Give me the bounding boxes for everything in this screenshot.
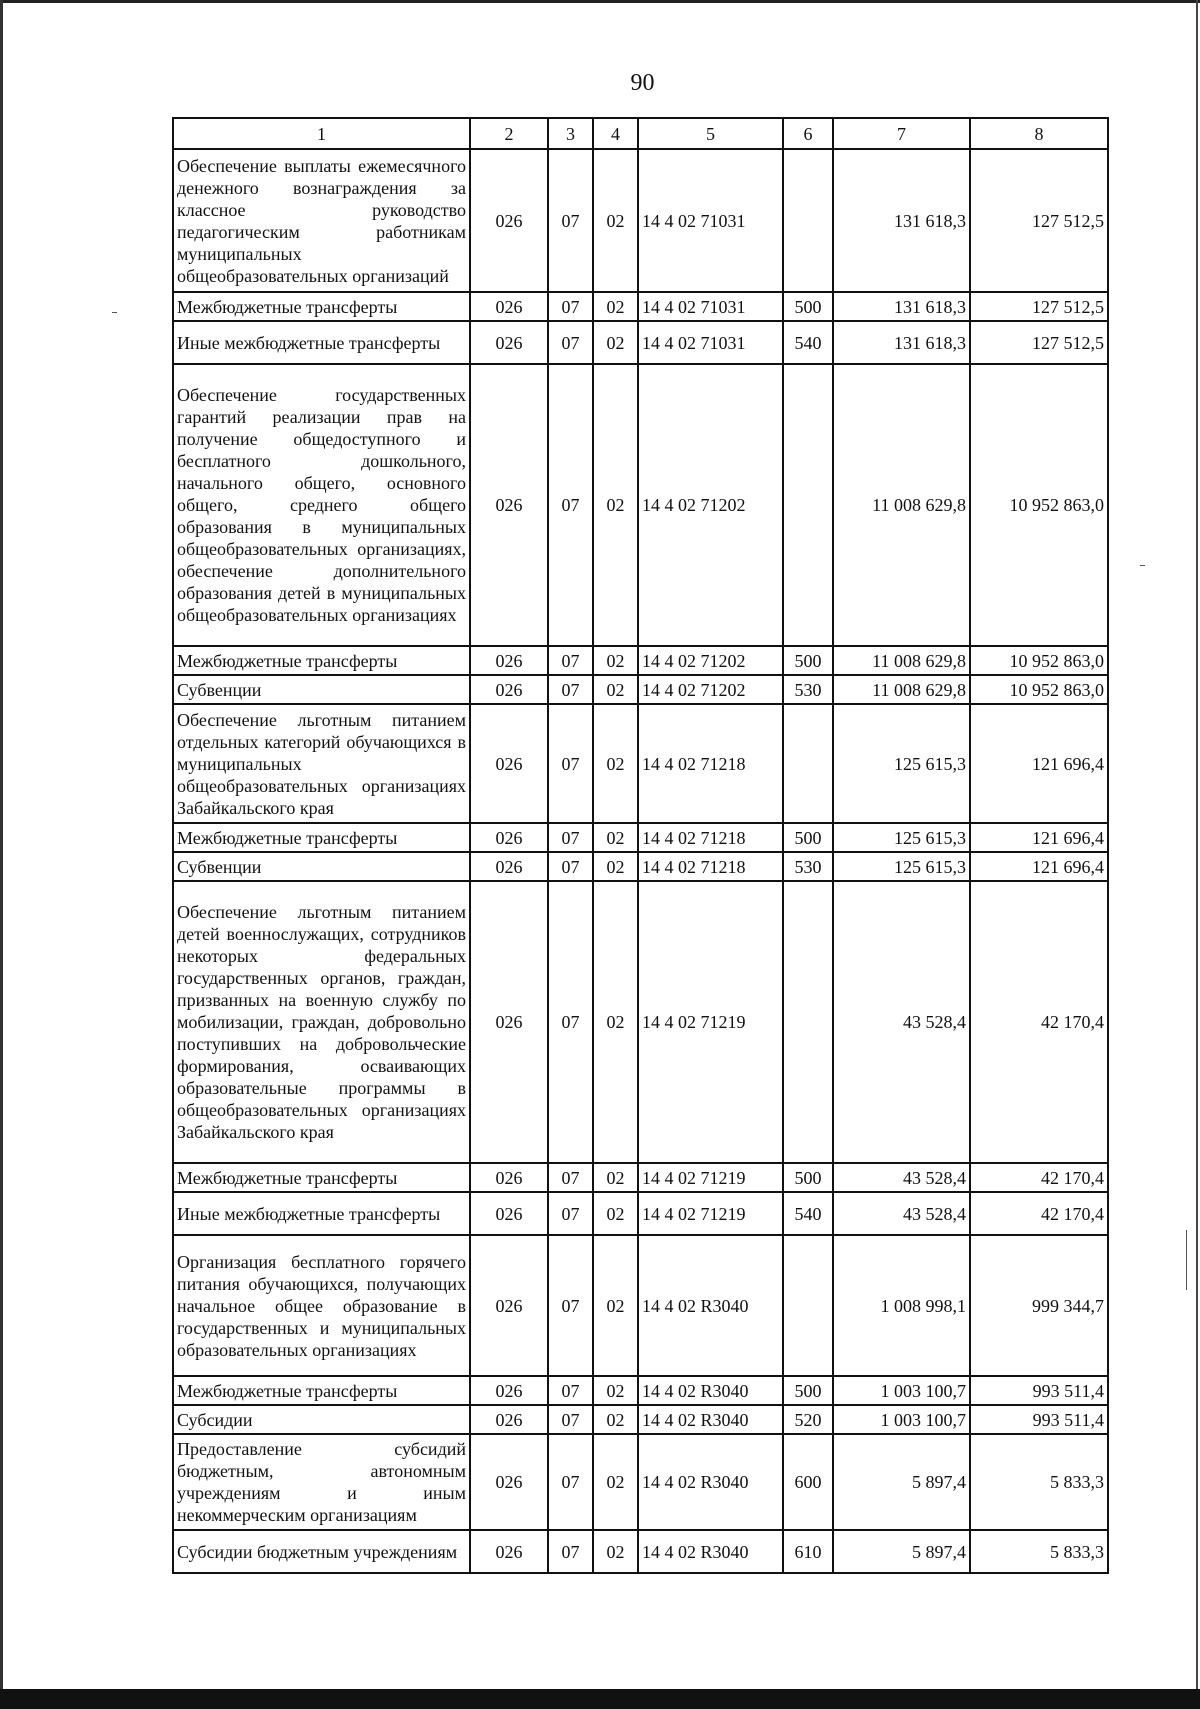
cell-section: 07 — [548, 1405, 593, 1434]
table-row — [173, 1235, 1108, 1376]
cell-target-article: 14 4 02 R3040 — [638, 1530, 783, 1573]
cell-amount-year2: 42 170,4 — [970, 1192, 1108, 1235]
table-row — [173, 646, 1108, 675]
cell-amount-year1: 125 615,3 — [833, 852, 970, 881]
cell-section: 07 — [548, 1376, 593, 1405]
row-name: Обеспечение льготным питанием детей военнослужащих, сотрудников некоторых федеральных государственных органов, граждан, призванных на военную службу по мобилизации, граждан, добровольно поступивших на добровольческие формирования, осваивающих образовательные программы в общеобразовательных организациях Забайкальского края — [173, 881, 470, 1163]
table-row — [173, 321, 1108, 364]
cell-target-article: 14 4 02 71202 — [638, 675, 783, 704]
table-row — [173, 1405, 1108, 1434]
row-name: Обеспечение льготным питанием отдельных категорий обучающихся в муниципальных общеобразовательных организациях Забайкальского края — [173, 704, 470, 823]
cell-amount-year2: 127 512,5 — [970, 321, 1108, 364]
cell-expense-type: 530 — [783, 852, 833, 881]
cell-section: 07 — [548, 321, 593, 364]
row-name: Субвенции — [173, 675, 470, 704]
cell-amount-year2: 127 512,5 — [970, 292, 1108, 321]
row-name: Субвенции — [173, 852, 470, 881]
cell-target-article: 14 4 02 71202 — [638, 364, 783, 646]
cell-subsection: 02 — [593, 1235, 638, 1376]
cell-amount-year2: 121 696,4 — [970, 704, 1108, 823]
page-edge-top — [0, 0, 1200, 3]
cell-amount-year1: 125 615,3 — [833, 823, 970, 852]
cell-section: 07 — [548, 149, 593, 292]
cell-code-026: 026 — [470, 1405, 548, 1434]
cell-target-article: 14 4 02 71031 — [638, 292, 783, 321]
cell-subsection: 02 — [593, 704, 638, 823]
cell-section: 07 — [548, 881, 593, 1163]
column-header: 4 — [593, 118, 638, 149]
cell-expense-type: 600 — [783, 1434, 833, 1530]
column-header: 6 — [783, 118, 833, 149]
cell-section: 07 — [548, 1192, 593, 1235]
cell-expense-type: 500 — [783, 1163, 833, 1192]
cell-section: 07 — [548, 675, 593, 704]
cell-section: 07 — [548, 1434, 593, 1530]
cell-target-article: 14 4 02 R3040 — [638, 1405, 783, 1434]
cell-target-article: 14 4 02 71031 — [638, 321, 783, 364]
cell-code-026: 026 — [470, 823, 548, 852]
cell-amount-year2: 5 833,3 — [970, 1434, 1108, 1530]
cell-expense-type: 500 — [783, 646, 833, 675]
cell-code-026: 026 — [470, 1376, 548, 1405]
cell-subsection: 02 — [593, 1163, 638, 1192]
cell-amount-year1: 125 615,3 — [833, 704, 970, 823]
page-edge-bottom — [0, 1689, 1200, 1709]
row-name: Межбюджетные трансферты — [173, 1376, 470, 1405]
cell-section: 07 — [548, 1163, 593, 1192]
cell-target-article: 14 4 02 71219 — [638, 1163, 783, 1192]
cell-expense-type — [783, 1235, 833, 1376]
cell-subsection: 02 — [593, 646, 638, 675]
cell-code-026: 026 — [470, 881, 548, 1163]
table-row — [173, 852, 1108, 881]
cell-amount-year1: 43 528,4 — [833, 1163, 970, 1192]
cell-code-026: 026 — [470, 321, 548, 364]
cell-amount-year2: 993 511,4 — [970, 1376, 1108, 1405]
table-header-row — [173, 118, 1108, 149]
table-row — [173, 364, 1108, 646]
column-header: 3 — [548, 118, 593, 149]
row-name: Субсидии — [173, 1405, 470, 1434]
cell-expense-type — [783, 704, 833, 823]
cell-subsection: 02 — [593, 881, 638, 1163]
cell-subsection: 02 — [593, 1405, 638, 1434]
cell-amount-year1: 5 897,4 — [833, 1434, 970, 1530]
cell-expense-type — [783, 149, 833, 292]
cell-target-article: 14 4 02 71202 — [638, 646, 783, 675]
row-name: Межбюджетные трансферты — [173, 823, 470, 852]
page-number: 90 — [630, 70, 655, 96]
cell-code-026: 026 — [470, 1530, 548, 1573]
page-edge-right — [1196, 0, 1198, 1709]
row-name: Обеспечение выплаты ежемесячного денежного вознаграждения за классное руководство педагогическим работникам муниципальных общеобразовательных организаций — [173, 149, 470, 292]
column-header: 8 — [970, 118, 1108, 149]
cell-amount-year1: 43 528,4 — [833, 881, 970, 1163]
cell-section: 07 — [548, 852, 593, 881]
table-body — [173, 149, 1108, 1573]
cell-amount-year2: 121 696,4 — [970, 852, 1108, 881]
cell-section: 07 — [548, 292, 593, 321]
cell-amount-year2: 42 170,4 — [970, 881, 1108, 1163]
cell-code-026: 026 — [470, 1163, 548, 1192]
table-row — [173, 823, 1108, 852]
cell-amount-year2: 121 696,4 — [970, 823, 1108, 852]
table-row — [173, 1376, 1108, 1405]
cell-amount-year1: 131 618,3 — [833, 321, 970, 364]
cell-code-026: 026 — [470, 675, 548, 704]
cell-code-026: 026 — [470, 364, 548, 646]
table-row — [173, 675, 1108, 704]
cell-amount-year1: 11 008 629,8 — [833, 675, 970, 704]
cell-target-article: 14 4 02 R3040 — [638, 1235, 783, 1376]
cell-subsection: 02 — [593, 364, 638, 646]
cell-subsection: 02 — [593, 823, 638, 852]
cell-amount-year2: 42 170,4 — [970, 1163, 1108, 1192]
table-row — [173, 1163, 1108, 1192]
row-name: Субсидии бюджетным учреждениям — [173, 1530, 470, 1573]
cell-target-article: 14 4 02 71218 — [638, 823, 783, 852]
table-row — [173, 881, 1108, 1163]
cell-amount-year1: 1 008 998,1 — [833, 1235, 970, 1376]
table-row — [173, 1434, 1108, 1530]
cell-target-article: 14 4 02 R3040 — [638, 1434, 783, 1530]
cell-code-026: 026 — [470, 852, 548, 881]
cell-target-article: 14 4 02 71218 — [638, 704, 783, 823]
cell-subsection: 02 — [593, 292, 638, 321]
cell-code-026: 026 — [470, 292, 548, 321]
cell-amount-year2: 10 952 863,0 — [970, 646, 1108, 675]
cell-amount-year2: 127 512,5 — [970, 149, 1108, 292]
cell-amount-year1: 1 003 100,7 — [833, 1376, 970, 1405]
cell-target-article: 14 4 02 71219 — [638, 1192, 783, 1235]
table-row — [173, 149, 1108, 292]
table-row — [173, 704, 1108, 823]
cell-expense-type — [783, 364, 833, 646]
row-name: Межбюджетные трансферты — [173, 292, 470, 321]
cell-expense-type: 500 — [783, 292, 833, 321]
row-name: Иные межбюджетные трансферты — [173, 321, 470, 364]
cell-section: 07 — [548, 1530, 593, 1573]
cell-subsection: 02 — [593, 149, 638, 292]
cell-amount-year2: 999 344,7 — [970, 1235, 1108, 1376]
cell-amount-year1: 131 618,3 — [833, 292, 970, 321]
cell-code-026: 026 — [470, 1235, 548, 1376]
cell-expense-type — [783, 881, 833, 1163]
cell-target-article: 14 4 02 71218 — [638, 852, 783, 881]
row-name: Обеспечение государственных гарантий реализации прав на получение общедоступного и бесплатного дошкольного, начального общего, основного общего, среднего общего образования в муниципальных общеобразовательных организациях, обеспечение дополнительного образования детей в муниципальных общеобразовательных организациях — [173, 364, 470, 646]
cell-code-026: 026 — [470, 1434, 548, 1530]
column-header: 2 — [470, 118, 548, 149]
cell-target-article: 14 4 02 71219 — [638, 881, 783, 1163]
cell-section: 07 — [548, 1235, 593, 1376]
table-row — [173, 1192, 1108, 1235]
cell-subsection: 02 — [593, 321, 638, 364]
cell-subsection: 02 — [593, 675, 638, 704]
cell-subsection: 02 — [593, 1192, 638, 1235]
cell-amount-year1: 1 003 100,7 — [833, 1405, 970, 1434]
page-edge-left — [0, 0, 3, 1709]
cell-amount-year1: 11 008 629,8 — [833, 364, 970, 646]
row-name: Организация бесплатного горячего питания обучающихся, получающих начальное общее образование в государственных и муниципальных образовательных организациях — [173, 1235, 470, 1376]
cell-amount-year2: 10 952 863,0 — [970, 364, 1108, 646]
cell-section: 07 — [548, 646, 593, 675]
cell-section: 07 — [548, 704, 593, 823]
cell-expense-type: 610 — [783, 1530, 833, 1573]
scan-line — [1186, 1230, 1187, 1290]
cell-expense-type: 540 — [783, 321, 833, 364]
cell-code-026: 026 — [470, 646, 548, 675]
scan-speck — [112, 312, 117, 313]
budget-table — [172, 117, 1109, 1574]
cell-amount-year1: 5 897,4 — [833, 1530, 970, 1573]
cell-code-026: 026 — [470, 704, 548, 823]
table-row — [173, 1530, 1108, 1573]
cell-expense-type: 520 — [783, 1405, 833, 1434]
cell-subsection: 02 — [593, 1376, 638, 1405]
cell-subsection: 02 — [593, 852, 638, 881]
column-header: 1 — [173, 118, 470, 149]
cell-amount-year1: 43 528,4 — [833, 1192, 970, 1235]
cell-subsection: 02 — [593, 1530, 638, 1573]
cell-expense-type: 500 — [783, 1376, 833, 1405]
table-row — [173, 292, 1108, 321]
cell-expense-type: 500 — [783, 823, 833, 852]
cell-amount-year2: 5 833,3 — [970, 1530, 1108, 1573]
cell-amount-year1: 131 618,3 — [833, 149, 970, 292]
cell-section: 07 — [548, 364, 593, 646]
column-header: 7 — [833, 118, 970, 149]
cell-amount-year2: 993 511,4 — [970, 1405, 1108, 1434]
cell-target-article: 14 4 02 R3040 — [638, 1376, 783, 1405]
row-name: Иные межбюджетные трансферты — [173, 1192, 470, 1235]
cell-expense-type: 540 — [783, 1192, 833, 1235]
row-name: Межбюджетные трансферты — [173, 1163, 470, 1192]
cell-amount-year1: 11 008 629,8 — [833, 646, 970, 675]
cell-code-026: 026 — [470, 1192, 548, 1235]
row-name: Межбюджетные трансферты — [173, 646, 470, 675]
row-name: Предоставление субсидий бюджетным, автономным учреждениям и иным некоммерческим организациям — [173, 1434, 470, 1530]
cell-expense-type: 530 — [783, 675, 833, 704]
column-header: 5 — [638, 118, 783, 149]
cell-subsection: 02 — [593, 1434, 638, 1530]
cell-section: 07 — [548, 823, 593, 852]
cell-code-026: 026 — [470, 149, 548, 292]
cell-amount-year2: 10 952 863,0 — [970, 675, 1108, 704]
cell-target-article: 14 4 02 71031 — [638, 149, 783, 292]
scan-speck — [1140, 565, 1145, 566]
